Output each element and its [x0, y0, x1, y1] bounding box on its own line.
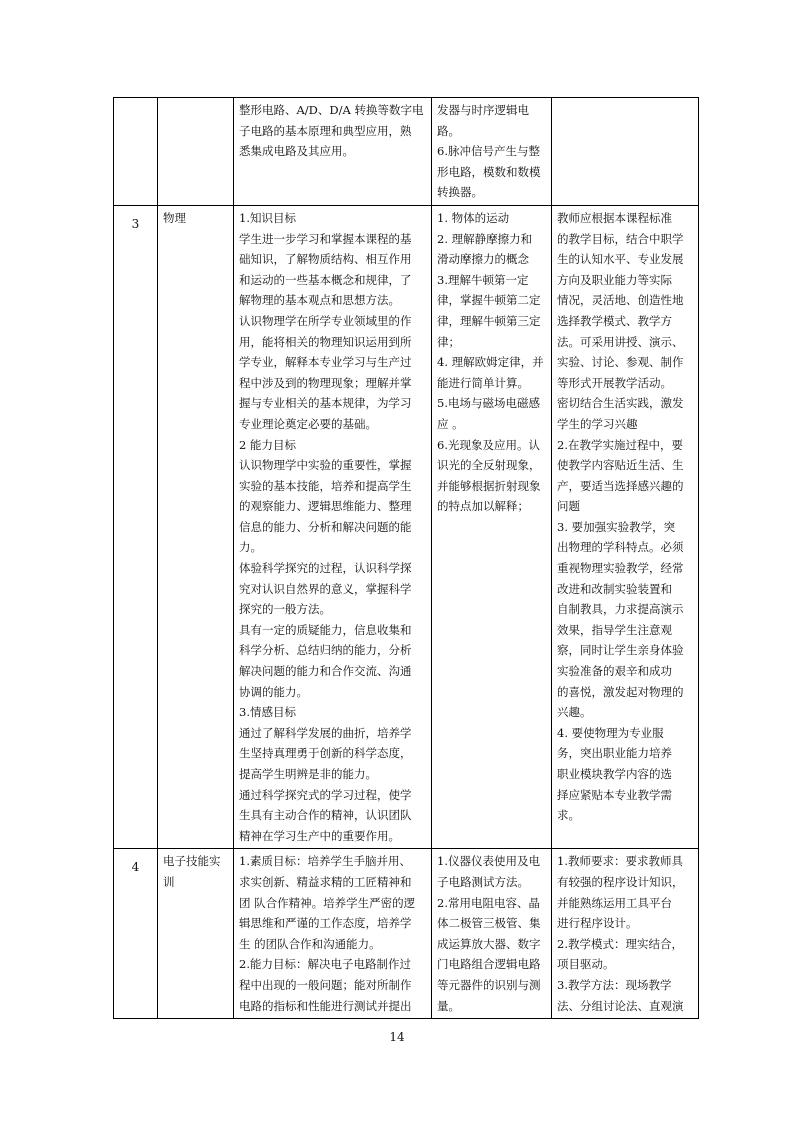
course-name-cell: [158, 205, 234, 848]
course-name: 物理: [163, 210, 186, 225]
course-goal-line: 精神在学习生产中的重要作用。: [239, 828, 400, 843]
teaching-requirement-line: 务，突出职业能力培养: [557, 746, 672, 761]
course-goal-line: 1.知识目标: [239, 210, 296, 225]
course-goal-line: 握与专业相关的基本规律，为学习: [239, 396, 412, 411]
course-goal-line: 1.素质目标：培养学生手脑并用、: [239, 854, 411, 869]
course-goal-line: 2 能力目标: [239, 437, 296, 452]
teaching-requirement-line: 职业模块教学内容的选: [557, 767, 672, 781]
teaching-requirement-line: 2.教学模式：理实结合，: [557, 936, 683, 951]
teaching-requirement-line: 使教学内容贴近生活、生: [557, 458, 684, 473]
course-content-line: 5.电场与磁场电磁感: [437, 396, 540, 411]
course-goal-cell: [234, 849, 432, 1019]
page-number: 14: [389, 1030, 405, 1044]
course-goal-line: 和运动的一些基本概念和规律，了: [239, 272, 412, 287]
course-goal-line: 认识物理学中实验的重要性，掌握: [239, 458, 412, 473]
course-content-line: 1. 物体的运动: [437, 210, 510, 225]
teaching-requirement-line: 法、分组讨论法、直观演: [557, 998, 684, 1013]
course-goal-line: 的观察能力、逻辑思维能力、整理: [239, 499, 412, 514]
course-goal-line: 解物理的基本观点和思想方法。: [239, 293, 400, 308]
course-goal-line: 协调的能力。: [239, 684, 308, 699]
course-content-line: 子电路测试方法。: [437, 874, 529, 889]
course-goal-line: 力。: [239, 540, 262, 555]
course-goal-line: 生 的团队合作和沟通能力。: [239, 936, 381, 951]
course-goal-line: 体验科学探究的过程，认识科学探: [239, 561, 412, 576]
teaching-requirement-line: 密切结合生活实践，激发: [557, 396, 684, 411]
teaching-requirement-line: 等形式开展教学活动。: [557, 375, 672, 390]
course-content-line: 形电路，模数和数模: [437, 164, 541, 179]
course-content-line: 滑动摩擦力的概念: [437, 252, 529, 267]
course-content-line: 6.光现象及应用。认: [437, 437, 540, 452]
teaching-requirement-line: 自制教具，力求提高演示: [557, 602, 684, 617]
course-goal-line: 学专业，解释本专业学习与生产过: [239, 355, 412, 370]
course-number: [119, 100, 152, 106]
teaching-requirement-cell: [552, 205, 699, 848]
course-goal-line: 专业理论奠定必要的基础。: [239, 416, 377, 431]
course-content-line: 6.脉冲信号产生与整: [437, 144, 540, 159]
course-goal-cell: [234, 205, 432, 848]
course-content-cell: [432, 98, 552, 206]
course-content-line: 发器与时序逻辑电: [437, 103, 529, 117]
course-content-line: 1.仪器仪表使用及电: [437, 854, 540, 869]
teaching-requirement-line: 实验、讨论、参观、制作: [557, 355, 684, 370]
teaching-requirement-line: 求。: [557, 808, 580, 823]
teaching-requirement-line: 出物理的学科特点。必须: [557, 540, 684, 555]
course-goal-line: 程中出现的一般问题；能对所制作: [239, 977, 412, 992]
course-goal-line: 信息的能力、分析和解决问题的能: [239, 519, 412, 534]
teaching-requirement-line: 实验准备的艰辛和成功: [557, 664, 672, 679]
teaching-requirement-line: 情况，灵活地、创造性地: [557, 293, 684, 308]
teaching-requirement-line: 学生的学习兴趣: [557, 416, 638, 431]
teaching-requirement-line: 重视物理实验教学，经常: [557, 561, 684, 576]
teaching-requirement-line: 问题: [557, 499, 580, 514]
teaching-requirement-line: 的教学目标，结合中职学: [557, 231, 684, 246]
teaching-requirement-line: 并能熟练运用工具平台: [557, 895, 672, 910]
course-content-line: 的特点加以解释；: [437, 499, 529, 514]
teaching-requirement-line: 有较强的程序设计知识，: [557, 874, 684, 889]
course-goal-line: 究对认识自然界的意义，掌握科学: [239, 581, 412, 596]
course-content-line: 识光的全反射现象，: [437, 458, 541, 473]
course-goal-line: 子电路的基本原理和典型应用，熟: [239, 123, 412, 138]
teaching-requirement-line: 生的认知水平、专业发展: [557, 252, 684, 267]
course-table-body: [114, 98, 699, 1019]
course-content-line: 门电路组合逻辑电路: [437, 957, 541, 972]
teaching-requirement-cell: [552, 849, 699, 1019]
course-goal-line: 整形电路、A/D、D/A 转换等数字电: [239, 103, 424, 117]
course-goal-line: 悉集成电路及其应用。: [239, 144, 354, 159]
course-goal-line: 具有一定的质疑能力，信息收集和: [239, 622, 412, 637]
table-row: [114, 849, 699, 1019]
course-goal-line: 解决问题的能力和合作交流、沟通: [239, 664, 412, 679]
teaching-requirement-line: 4. 要使物理为专业服: [557, 725, 664, 740]
course-goal-line: 实验的基本技能，培养和提高学生: [239, 478, 412, 493]
course-goal-cell: [234, 98, 432, 206]
course-content-line: 2.常用电阻电容、晶: [437, 895, 540, 910]
course-content-line: 路。: [437, 123, 460, 138]
course-content-line: 3.理解牛顿第一定: [437, 272, 529, 287]
course-content-cell: [432, 205, 552, 848]
teaching-requirement-line: 教师应根据本课程标准: [557, 210, 672, 225]
course-number: 3: [131, 216, 140, 231]
course-number: 4: [131, 860, 140, 875]
course-goal-line: 通过了解科学发展的曲折，培养学: [239, 725, 412, 740]
teaching-requirement-line: 方向及职业能力等实际: [557, 272, 672, 287]
teaching-requirement-line: 3. 要加强实验教学，突: [557, 519, 676, 534]
teaching-requirement-line: 项目驱动。: [557, 957, 615, 972]
teaching-requirement-line: 3.教学方法：现场教学: [557, 977, 672, 992]
course-name-cell: [158, 98, 234, 206]
teaching-requirement-line: 产，要适当选择感兴趣的: [557, 478, 684, 493]
teaching-requirement-line: 选择教学模式、教学方: [557, 313, 672, 328]
course-goal-line: 生具有主动合作的精神，认识团队: [239, 808, 412, 823]
teaching-requirement-line: 效果，指导学生注意观: [557, 622, 672, 637]
course-content-line: 量。: [437, 998, 460, 1013]
table-row: [114, 205, 699, 848]
course-content-line: 应 。: [437, 416, 464, 431]
course-goal-line: 通过科学探究式的学习过程，使学: [239, 787, 412, 802]
course-content-line: 等元器件的识别与测: [437, 977, 541, 992]
course-content-line: 律，掌握牛顿第二定: [437, 293, 541, 308]
course-name-cell: [158, 849, 234, 1019]
course-goal-line: 探究的一般方法。: [239, 602, 331, 617]
course-goal-line: 团 队合作精神。培养学生严密的逻: [239, 895, 416, 910]
course-table: [113, 97, 699, 1019]
course-content-line: 2. 理解静摩擦力和: [437, 231, 533, 246]
teaching-requirement-line: 改进和改制实验装置和: [557, 581, 672, 596]
teaching-requirement-line: 兴趣。: [557, 705, 592, 720]
course-number-cell: [114, 98, 158, 206]
teaching-requirement-cell: [552, 98, 699, 206]
teaching-requirement-line: 察，同时让学生亲身体验: [557, 643, 684, 658]
teaching-requirement-line: 法。可采用讲授、演示、: [557, 334, 684, 349]
course-number-cell: [114, 849, 158, 1019]
teaching-requirement-line: 择应紧贴本专业教学需: [557, 787, 672, 802]
course-content-line: 律，理解牛顿第三定: [437, 313, 541, 328]
teaching-requirement-line: 的喜悦，激发起对物理的: [557, 684, 684, 699]
teaching-requirement-line: 1.教师要求：要求教师具: [557, 854, 683, 869]
course-goal-line: 用，能将相关的物理知识运用到所: [239, 334, 412, 349]
course-goal-line: 辑思维和严谨的工作态度，培养学: [239, 916, 412, 931]
course-content-line: 律；: [437, 334, 460, 349]
course-content-line: 成运算放大器、数字: [437, 936, 541, 951]
teaching-requirement-line: 2.在教学实施过程中，要: [557, 437, 683, 452]
course-goal-line: 认识物理学在所学专业领域里的作: [239, 313, 412, 328]
course-content-line: 4. 理解欧姆定律，并: [437, 355, 544, 370]
course-goal-line: 学生进一步学习和掌握本课程的基: [239, 231, 412, 246]
course-goal-line: 程中涉及到的物理现象；理解并掌: [239, 375, 412, 390]
course-content-cell: [432, 849, 552, 1019]
course-goal-line: 2.能力目标：解决电子电路制作过: [239, 957, 411, 972]
course-goal-line: 提高学生明辨是非的能力。: [239, 767, 377, 781]
course-content-line: 并能够根据折射现象: [437, 478, 541, 493]
course-goal-line: 电路的指标和性能进行测试并提出: [239, 998, 412, 1013]
course-content-line: 转换器。: [437, 185, 483, 200]
course-name: 电子技能实训: [163, 854, 221, 889]
course-number-cell: [114, 205, 158, 848]
course-goal-line: 生坚持真理勇于创新的科学态度，: [239, 746, 412, 761]
course-content-line: 体二极管三极管、集: [437, 916, 541, 931]
course-goal-line: 科学分析、总结归纳的能力，分析: [239, 643, 412, 658]
teaching-requirement-line: 进行程序设计。: [557, 916, 638, 931]
table-row: [114, 98, 699, 206]
course-content-line: 能进行简单计算。: [437, 375, 529, 390]
course-goal-line: 求实创新、精益求精的工匠精神和: [239, 874, 412, 889]
course-goal-line: 础知识，了解物质结构、相互作用: [239, 252, 412, 267]
course-goal-line: 3.情感目标: [239, 705, 296, 720]
